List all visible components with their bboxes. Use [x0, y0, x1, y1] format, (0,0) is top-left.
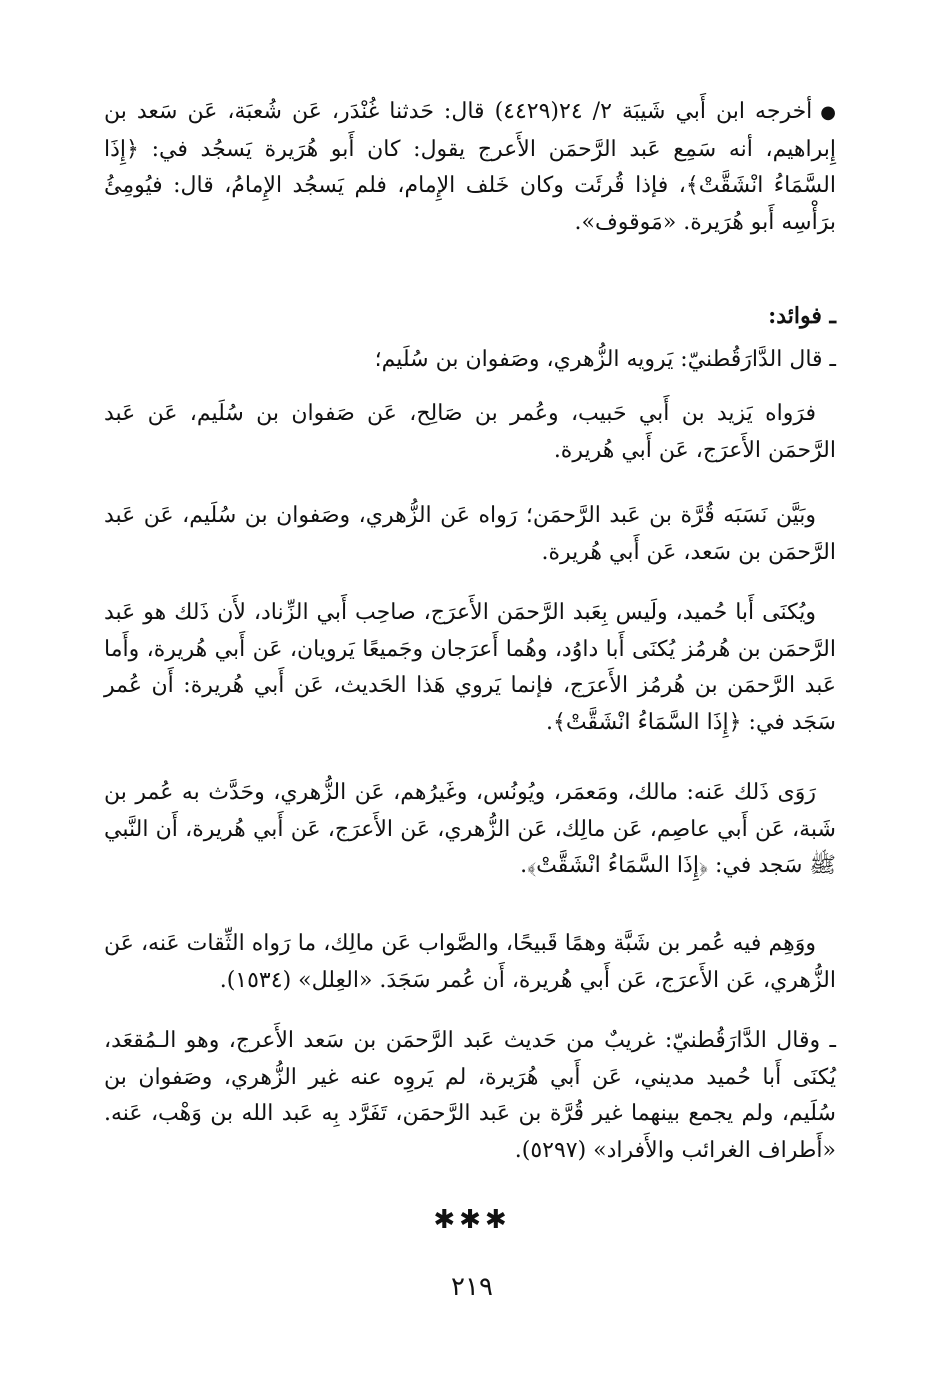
rawa-text: رَوَى ذَلك عَنه: مالك، ومَعمَر، ويُونُس، وغَيرُهم، عَن الزُّهري، وحَدَّث به عُمر بن شَبة، عَن أَبي عاصِم، عَن مالِك، عَن الزُّهري، عَن الأَعرَج، عَن أَبي هُريرة، أَن النَّبي ﷺ سَجد في: ﴿إِذَا السَّمَاءُ انْشَقَّتْ﴾. — [104, 780, 836, 878]
fawaid-heading: ـ فوائد: — [768, 303, 836, 329]
daraqutni-quote-paragraph: ـ قال الدَّارَقُطنيّ: يَرويه الزُّهري، وصَفوان بن سُلَيم؛ — [374, 347, 836, 372]
section-separator: ✱✱✱ — [433, 1205, 511, 1235]
riwaya-paragraph-1 — [104, 396, 836, 469]
bullet-icon: ● — [820, 102, 837, 123]
kunya-text: ويُكنَى أَبا حُميد، ولَيس بِعَبد الرَّحمَن الأَعرَج، صاحِب أَبي الزِّناد، لأَن ذَلك هو عَبد الرَّحمَن بن هُرمُز يُكنَى أَبا داوُد، وهُما أَعرَجان وجَميعًا يَرويان، عَن أَبي هُريرة، وأَما عَبد الرَّحمَن بن هُرمُز الأَعرَج، فإنما يَروي هَذا الحَديث، عَن أَبي هُريرة: أَن عُمر سَجَد في: ﴿إِذَا السَّمَاءُ انْشَقَّتْ﴾. — [104, 600, 836, 735]
riwaya-text-2: وبَيَّن نَسَبَه قُرَّة بن عَبد الرَّحمَن؛ رَواه عَن الزُّهري، وصَفوان بن سُلَيم، عَن عَبد الرَّحمَن بن سَعد، عَن أَبي هُريرة. — [104, 503, 836, 565]
takhrij-paragraph — [104, 94, 836, 241]
rawa-paragraph — [104, 775, 836, 885]
takhrij-text: أخرجه ابن أَبي شَيبَة ٢/ ٢٤(٤٤٢٩) قال: حَدثنا غُنْدَر، عَن شُعبَة، عَن سَعد بن إِبراهيم، أنه سَمِع عَبد الرَّحمَن الأَعرج يقول: كان أَبو هُرَيرة يَسجُد في: ﴿إِذَا السَّمَاءُ انْشَقَّتْ﴾، فإذا قُرئَت وكان خَلف الإِمام، فلم يَسجُد الإِمامُ، قال: فيُومِئُ برَأْسِه أَبو هُرَيرة. «مَوقوف». — [104, 99, 836, 235]
kunya-paragraph — [104, 595, 836, 741]
riwaya-text-1: فرَواه يَزيد بن أَبي حَبيب، وعُمر بن صَالِح، عَن صَفوان بن سُلَيم، عَن عَبد الرَّحمَن الأَعرَج، عَن أَبي هُريرة. — [104, 401, 836, 463]
riwaya-paragraph-2 — [104, 498, 836, 571]
gharib-paragraph: ـ وقال الدَّارَقُطنيّ: غريبٌ من حَديث عَبد الرَّحمَن بن سَعد الأَعرج، وهو الـمُقعَد، يُكنَى أَبا حُميد مديني، عَن أَبي هُرَيرة، لم يَروِه عنه غير الزُّهري، وصَفوان بن سُلَيم، ولم يجمع بينهما غير قُرَّة بن عَبد الرَّحمَن، تَفَرَّد بِه عَبد الله بن وَهْب، عَنه. «أَطراف الغرائب والأَفراد» (٥٢٩٧). — [104, 1028, 836, 1163]
page-number: ٢١٩ — [451, 1272, 493, 1302]
wahm-text: ووَهِم فيه عُمر بن شَبَّة وهمًا قَبيحًا، والصَّواب عَن مالِك، ما رَواه الثِّقات عَنه، عَن الزُّهري، عَن الأَعرَج، عَن أَبي هُريرة، أَن عُمر سَجَدَ. «العِلل» (١٥٣٤). — [104, 931, 836, 993]
wahm-paragraph — [104, 926, 836, 999]
